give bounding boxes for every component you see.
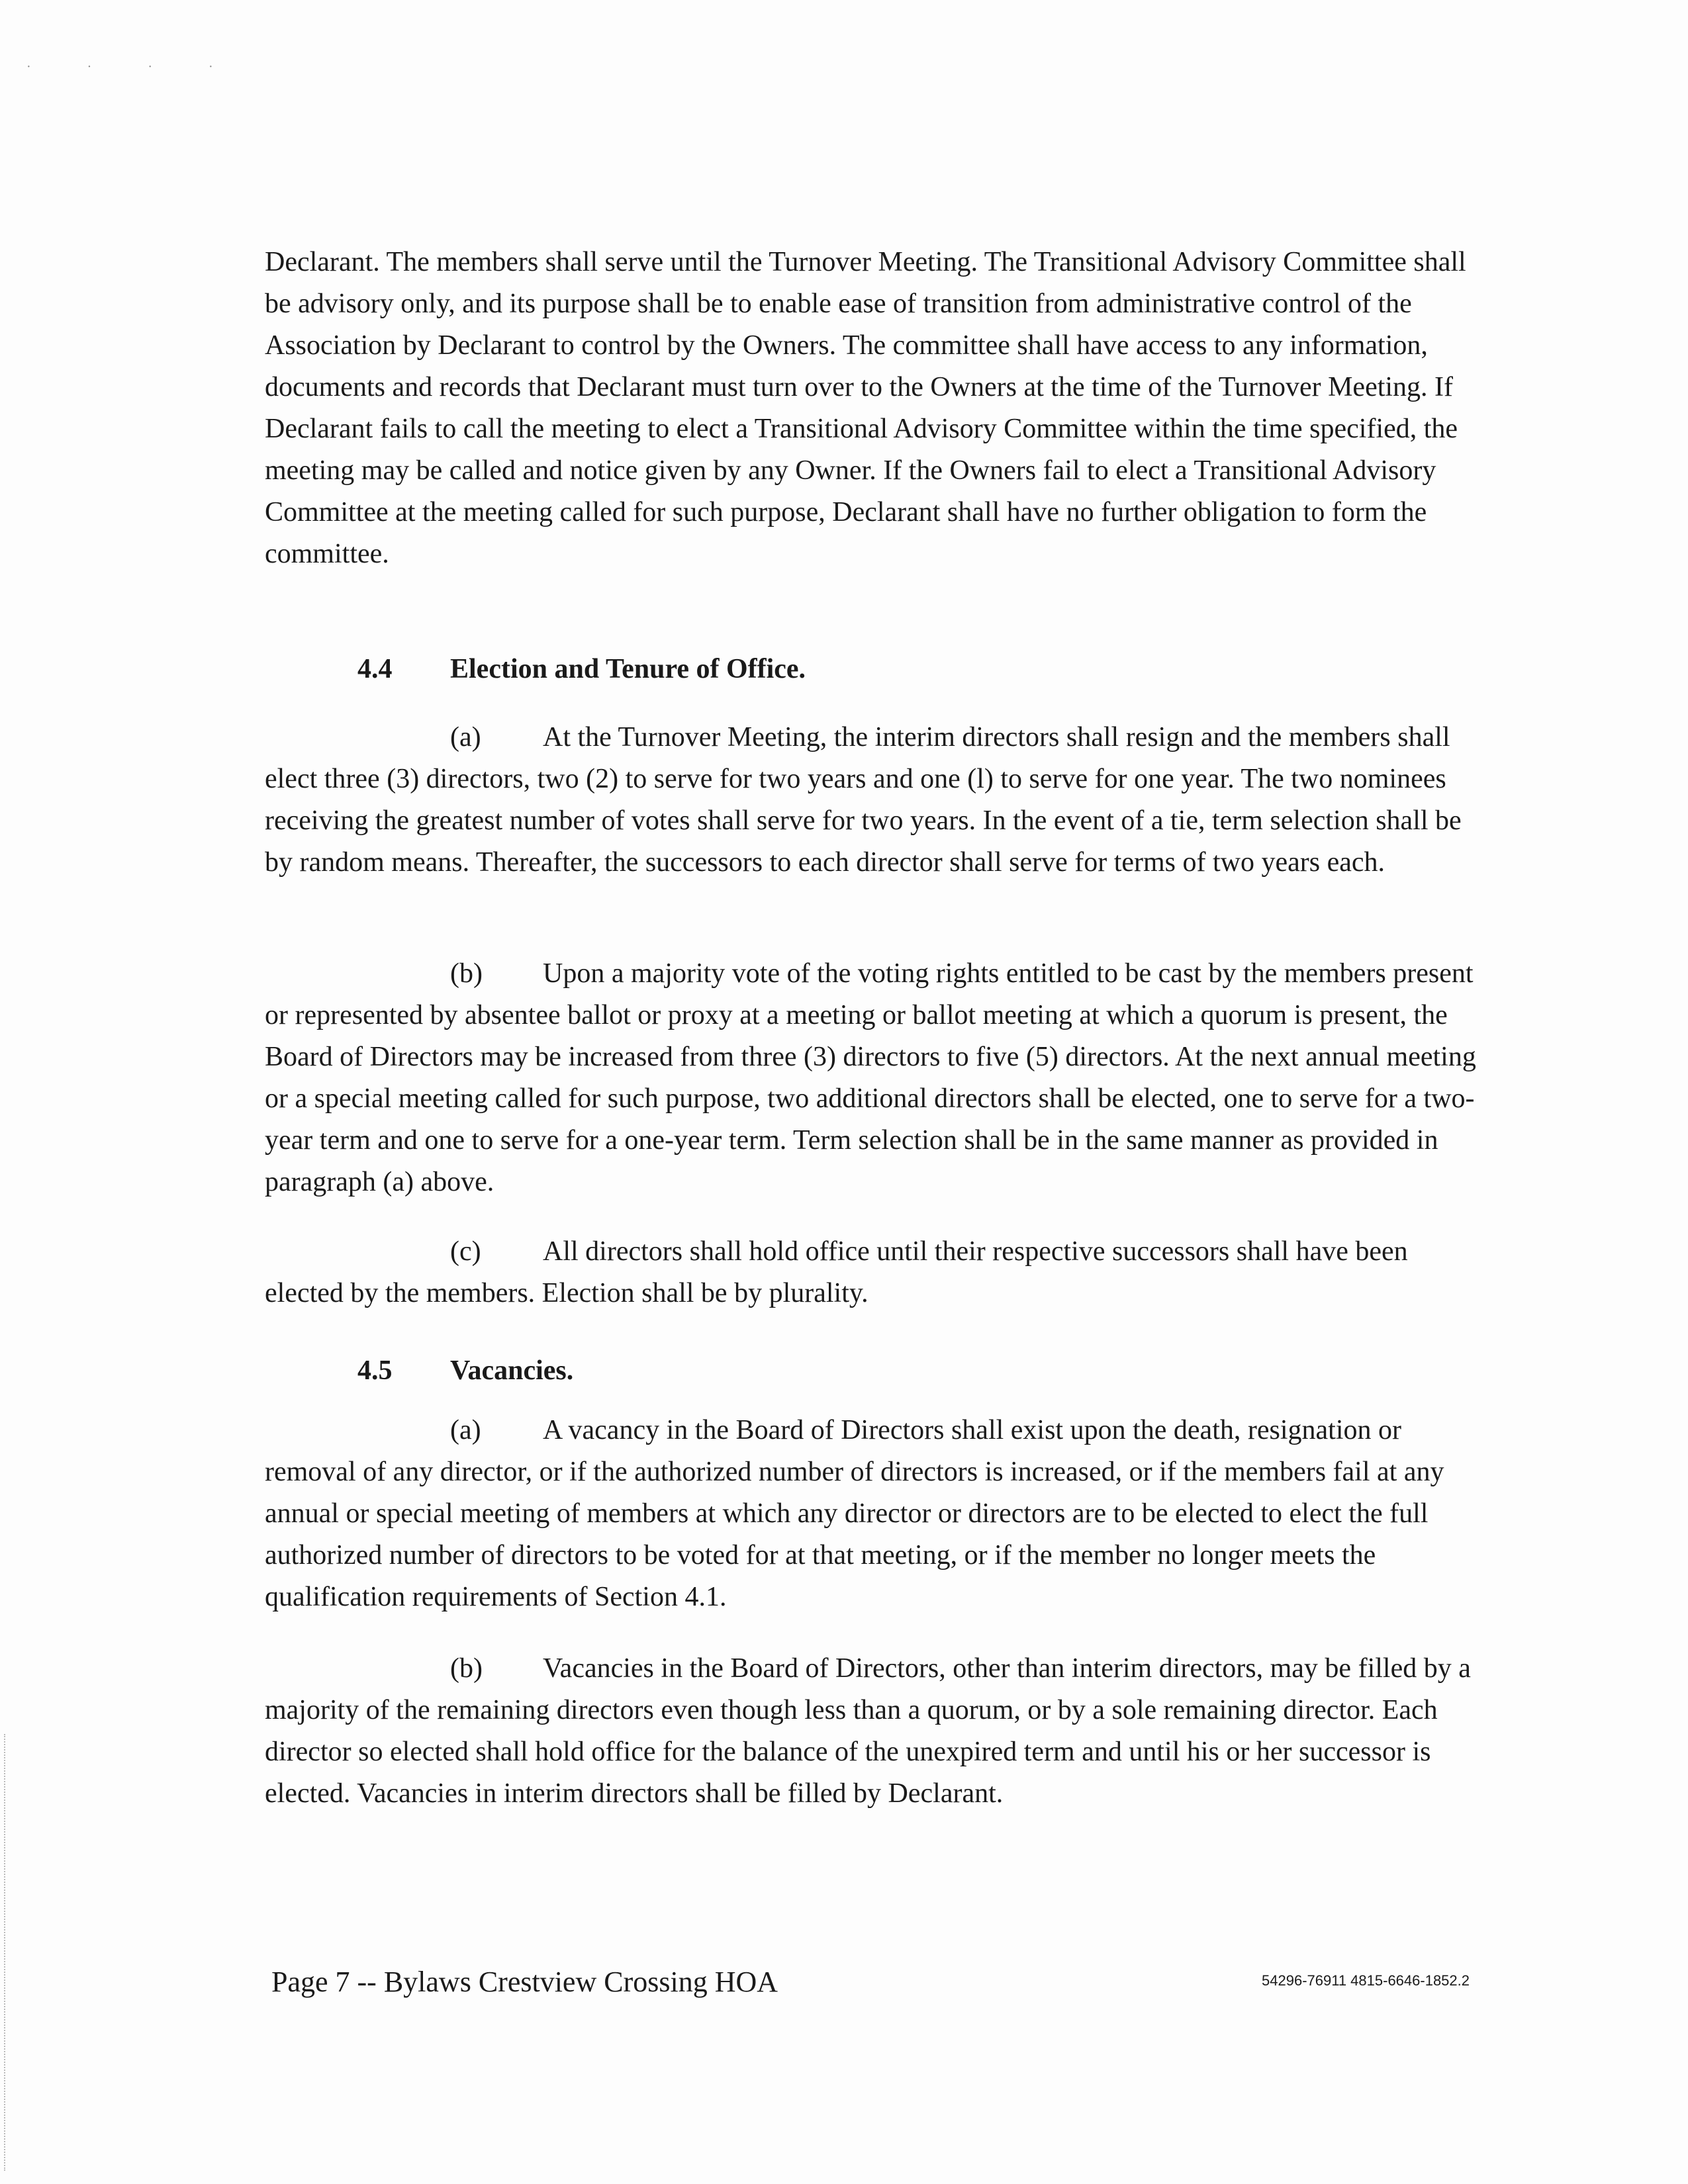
paragraph-4-4-b <box>265 953 1476 1203</box>
paragraph-4-5-b <box>265 1648 1476 1815</box>
paragraph-label: (c) <box>450 1236 481 1267</box>
paragraph-label: (a) <box>450 722 481 752</box>
paragraph-text: Upon a majority vote of the voting rights entitled to be cast by the members present or represented by absentee ballot or proxy at a meeting or ballot meeting at which a quorum is present, the Board of Directors may be increased from three (3) directors to five (5) directors. At the next annual meeting or a special meeting called for such purpose, two additional directors shall be elected, one to serve for a two-year term and one to serve for a one-year term. Term selection shall be in the same manner as provided in paragraph (a) above. <box>265 958 1476 1197</box>
paragraph-label: (b) <box>450 1653 483 1684</box>
paragraph-4-4-a <box>265 717 1476 884</box>
section-title: Vacancies. <box>450 1355 574 1386</box>
paragraph-label: (b) <box>450 958 483 989</box>
paragraph-4-5-a <box>265 1410 1476 1618</box>
paragraph-text: A vacancy in the Board of Directors shall exist upon the death, resignation or removal of any director, or if the authorized number of directors is increased, or if the members fail at any annual or special meeting of members at which any director or directors are to be elected to elect the full authorized number of directors to be voted for at that meeting, or if the member no longer meets the qualification requirements of Section 4.1. <box>265 1415 1444 1612</box>
section-title: Election and Tenure of Office. <box>450 654 806 684</box>
intro-paragraph: Declarant. The members shall serve until the Turnover Meeting. The Transitional Advisory Committee shall be advisory only, and its purpose shall be to enable ease of transition from administrative control of the Association by Declarant to control by the Owners. The committee shall have access to any information, documents and records that Declarant must turn over to the Owners at the time of the Turnover Meeting. If Declarant fails to call the meeting to elect a Transitional Advisory Committee within the time specified, the meeting may be called and notice given by any Owner. If the Owners fail to elect a Transitional Advisory Committee at the meeting called for such purpose, Declarant shall have no further obligation to form the committee. <box>265 247 1466 569</box>
section-number: 4.5 <box>357 1355 393 1386</box>
paragraph-4-4-c <box>265 1231 1476 1314</box>
paragraph-text: At the Turnover Meeting, the interim directors shall resign and the members shall elect three (3) directors, two (2) to serve for two years and one (l) to serve for one year. The two nominees receiving the greatest number of votes shall serve for two years. In the event of a tie, term selection shall be by random means. Thereafter, the successors to each director shall serve for terms of two years each. <box>265 722 1462 878</box>
section-heading-4-4 <box>357 649 806 690</box>
scan-margin-artifact <box>4 1734 5 2171</box>
footer-doc-code: 54296-76911 4815-6646-1852.2 <box>1262 1972 1470 1989</box>
section-heading-4-5 <box>357 1350 573 1392</box>
paragraph-text: Vacancies in the Board of Directors, other than interim directors, may be filled by a majority of the remaining directors even though less than a quorum, or by a sole remaining director. Each director so elected shall hold office for the balance of the unexpired term and until his or her successor is elected. Vacancies in interim directors shall be filled by Declarant. <box>265 1653 1471 1809</box>
section-number: 4.4 <box>357 654 393 684</box>
paragraph-text: All directors shall hold office until their respective successors shall have been elected by the members. Election shall be by plurality. <box>265 1236 1408 1308</box>
footer-page-label: Page 7 -- Bylaws Crestview Crossing HOA <box>271 1966 778 1998</box>
paragraph-label: (a) <box>450 1415 481 1445</box>
scan-artifact: · · · · <box>26 60 240 74</box>
